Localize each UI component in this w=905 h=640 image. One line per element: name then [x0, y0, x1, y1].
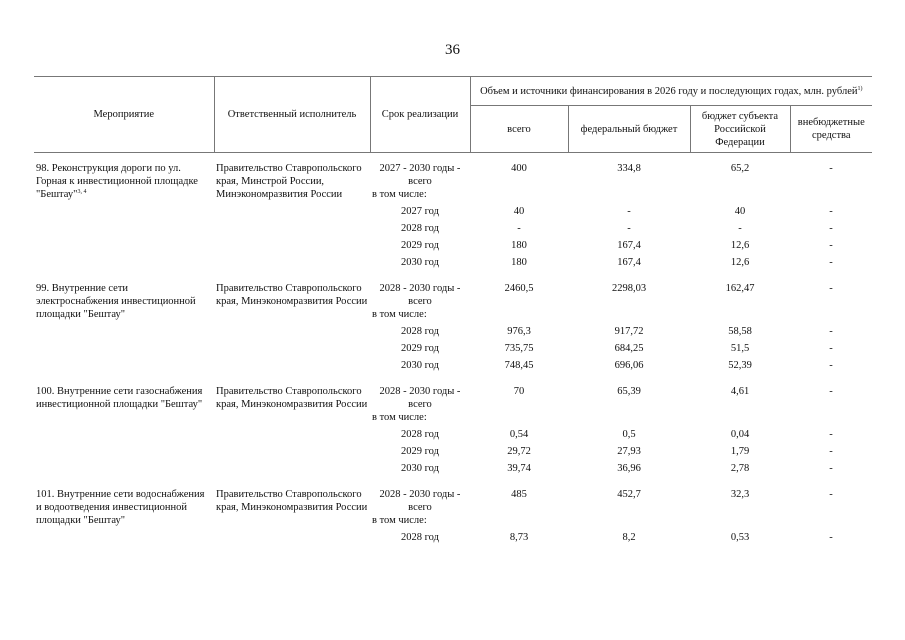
total-cell: 70: [513, 386, 525, 397]
total-cell: 180: [511, 240, 527, 251]
col-header-funding: [470, 77, 872, 106]
funding-title: Объем и источники финансирования в 2026 году и последующих годах, млн. рублей: [480, 85, 858, 97]
total-cell: 400: [511, 163, 527, 174]
measure-text: 98. Реконструкция дороги по ул. Горная к инвестиционной площадке "Бештау": [36, 163, 198, 200]
regional-cell: [690, 308, 790, 325]
period-cell: 2030 год: [401, 463, 439, 474]
measure-cell: [34, 488, 214, 548]
col-header-measure: Мероприятие: [34, 77, 214, 153]
total-cell: 735,75: [504, 343, 534, 354]
total-cell: 2460,5: [504, 283, 534, 294]
extra-cell: -: [829, 326, 833, 337]
measure-footnote-mark: 3, 4: [77, 189, 87, 195]
col-header-total: всего: [470, 106, 568, 153]
federal-cell: [568, 514, 690, 531]
federal-cell: 167,4: [617, 257, 641, 268]
federal-cell: 684,25: [614, 343, 644, 354]
page-number: 36: [445, 42, 460, 58]
period-cell: 2028 - 2030 годы - всего: [379, 489, 461, 513]
financing-table: [34, 76, 872, 548]
period-cell: в том числе:: [372, 189, 427, 200]
extra-cell: [790, 411, 872, 428]
federal-cell: 8,2: [622, 532, 636, 543]
table-row: [34, 162, 872, 188]
table-header: [34, 77, 872, 153]
federal-cell: 36,96: [617, 463, 641, 474]
regional-cell: [690, 514, 790, 531]
federal-cell: [568, 411, 690, 428]
regional-cell: 58,58: [728, 326, 752, 337]
col-header-federal: федеральный бюджет: [568, 106, 690, 153]
total-cell: [470, 514, 568, 531]
regional-cell: -: [738, 223, 742, 234]
federal-cell: 0,5: [622, 429, 636, 440]
period-cell: 2029 год: [401, 446, 439, 457]
total-cell: 29,72: [507, 446, 531, 457]
regional-cell: 4,61: [730, 386, 750, 397]
extra-cell: [790, 188, 872, 205]
period-cell: 2028 - 2030 годы - всего: [379, 386, 461, 410]
period-cell: 2028 год: [401, 532, 439, 543]
measure-cell: [34, 385, 214, 479]
federal-cell: 65,39: [617, 386, 641, 397]
total-cell: 180: [511, 257, 527, 268]
regional-cell: 51,5: [730, 343, 750, 354]
regional-cell: 40: [734, 206, 746, 217]
period-cell: в том числе:: [372, 309, 427, 320]
executor-cell: Правительство Ставропольского края, Минэкономразвития России: [216, 489, 368, 513]
period-cell: в том числе:: [372, 515, 427, 526]
federal-cell: 167,4: [617, 240, 641, 251]
federal-cell: [568, 188, 690, 205]
federal-cell: -: [627, 223, 631, 234]
extra-cell: -: [829, 360, 833, 371]
total-cell: 976,3: [507, 326, 531, 337]
period-cell: 2030 год: [401, 257, 439, 268]
period-cell: 2027 - 2030 годы - всего: [379, 163, 461, 187]
extra-cell: -: [829, 489, 833, 500]
group-spacer: [34, 479, 872, 488]
measure-text: 101. Внутренние сети водоснабжения и водоотведения инвестиционной площадки "Бештау": [36, 489, 205, 526]
regional-cell: 12,6: [730, 257, 750, 268]
regional-cell: 0,04: [730, 429, 750, 440]
measure-text: 100. Внутренние сети газоснабжения инвестиционной площадки "Бештау": [36, 386, 203, 410]
period-cell: 2027 год: [401, 206, 439, 217]
extra-cell: -: [829, 532, 833, 543]
regional-cell: 0,53: [730, 532, 750, 543]
regional-cell: [690, 188, 790, 205]
federal-cell: 334,8: [617, 163, 641, 174]
group-spacer-cell: [34, 153, 872, 163]
total-cell: -: [517, 223, 521, 234]
group-spacer-cell: [34, 479, 872, 488]
extra-cell: [790, 308, 872, 325]
federal-cell: 27,93: [617, 446, 641, 457]
col-header-period: Срок реализации: [370, 77, 470, 153]
total-cell: [470, 411, 568, 428]
extra-cell: -: [829, 283, 833, 294]
executor-cell: Правительство Ставропольского края, Минэкономразвития России: [216, 283, 368, 307]
extra-cell: -: [829, 223, 833, 234]
total-cell: 40: [513, 206, 525, 217]
group-spacer: [34, 376, 872, 385]
regional-cell: 162,47: [725, 283, 755, 294]
regional-cell: 52,39: [728, 360, 752, 371]
period-cell: 2029 год: [401, 343, 439, 354]
federal-cell: 696,06: [614, 360, 644, 371]
extra-cell: -: [829, 343, 833, 354]
period-cell: 2028 год: [401, 429, 439, 440]
total-cell: 8,73: [509, 532, 529, 543]
regional-cell: [690, 411, 790, 428]
period-cell: 2028 год: [401, 223, 439, 234]
group-spacer-cell: [34, 376, 872, 385]
federal-cell: 917,72: [614, 326, 644, 337]
federal-cell: 2298,03: [611, 283, 647, 294]
period-cell: в том числе:: [372, 412, 427, 423]
extra-cell: [790, 514, 872, 531]
period-cell: 2028 год: [401, 326, 439, 337]
regional-cell: 32,3: [730, 489, 750, 500]
federal-cell: [568, 308, 690, 325]
regional-cell: 2,78: [730, 463, 750, 474]
extra-cell: -: [829, 429, 833, 440]
col-header-extra: внебюджетные средства: [790, 106, 872, 153]
col-header-regional: бюджет субъекта Российской Федерации: [690, 106, 790, 153]
table-body: [34, 153, 872, 549]
group-spacer: [34, 153, 872, 163]
measure-cell: [34, 282, 214, 376]
period-cell: 2030 год: [401, 360, 439, 371]
group-spacer-cell: [34, 273, 872, 282]
extra-cell: -: [829, 446, 833, 457]
regional-cell: 65,2: [730, 163, 750, 174]
total-cell: 748,45: [504, 360, 534, 371]
regional-cell: 1,79: [730, 446, 750, 457]
total-cell: [470, 308, 568, 325]
federal-cell: 452,7: [617, 489, 641, 500]
extra-cell: -: [829, 163, 833, 174]
executor-cell: Правительство Ставропольского края, Минстрой России, Минэкономразвития России: [216, 163, 362, 200]
table-row: [34, 385, 872, 411]
extra-cell: -: [829, 257, 833, 268]
extra-cell: -: [829, 463, 833, 474]
extra-cell: -: [829, 206, 833, 217]
group-spacer: [34, 273, 872, 282]
total-cell: 485: [511, 489, 527, 500]
federal-cell: -: [627, 206, 631, 217]
total-cell: [470, 188, 568, 205]
period-cell: 2028 - 2030 годы - всего: [379, 283, 461, 307]
executor-cell: Правительство Ставропольского края, Минэкономразвития России: [216, 386, 368, 410]
col-header-executor: Ответственный исполнитель: [214, 77, 370, 153]
table-row: [34, 282, 872, 308]
regional-cell: 12,6: [730, 240, 750, 251]
extra-cell: -: [829, 386, 833, 397]
total-cell: 0,54: [509, 429, 529, 440]
extra-cell: -: [829, 240, 833, 251]
period-cell: 2029 год: [401, 240, 439, 251]
funding-footnote-mark: 1): [857, 85, 863, 92]
measure-text: 99. Внутренние сети электроснабжения инвестиционной площадки "Бештау": [36, 283, 196, 320]
table-row: [34, 488, 872, 514]
measure-cell: [34, 162, 214, 273]
total-cell: 39,74: [507, 463, 531, 474]
